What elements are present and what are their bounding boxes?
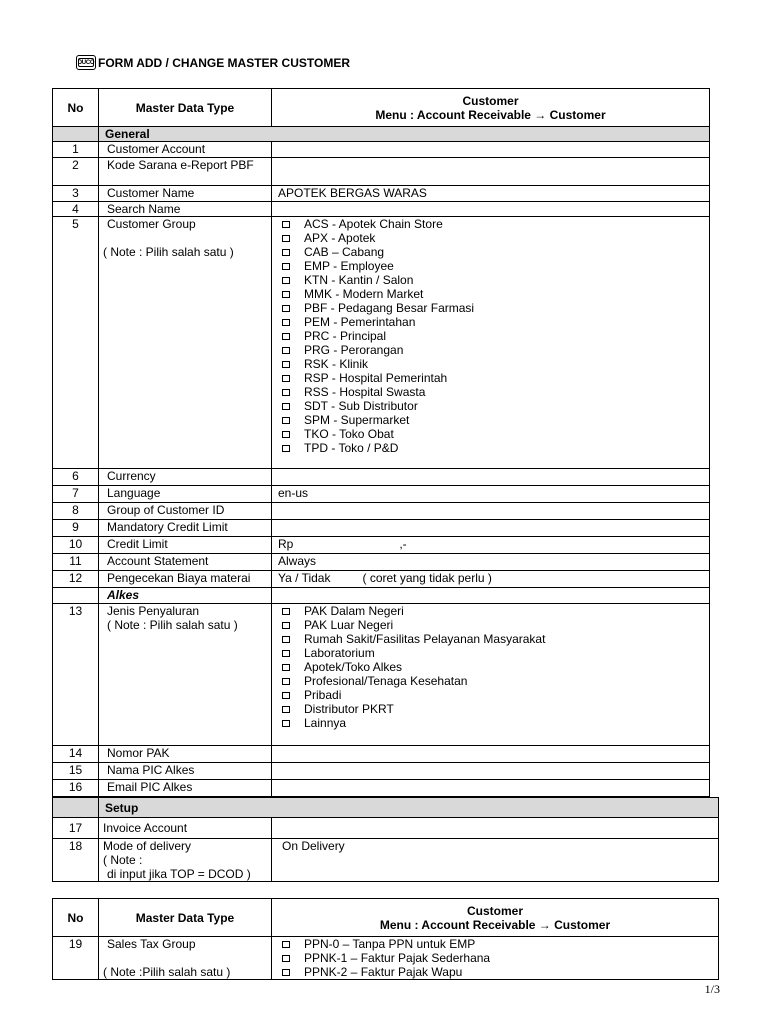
row-label: Account Statement xyxy=(99,554,272,571)
section-alkes xyxy=(53,588,710,604)
checkbox-label: Apotek/Toko Alkes xyxy=(304,660,403,674)
checkbox-icon[interactable] xyxy=(282,333,290,340)
checkbox-label: EMP - Employee xyxy=(304,259,394,273)
jenis-penyaluran-options xyxy=(272,604,710,746)
row-label: Email PIC Alkes xyxy=(99,780,272,797)
checkbox-label: PAK Luar Negeri xyxy=(304,618,394,632)
row-no: 17 xyxy=(53,818,99,839)
checkbox-option[interactable] xyxy=(274,716,707,730)
table-row xyxy=(53,537,710,554)
header-no: No xyxy=(53,89,99,127)
row-label: Jenis Penyaluran xyxy=(107,604,200,618)
checkbox-label: PPN-0 – Tanpa PPN untuk EMP xyxy=(304,937,476,951)
row-label-cell xyxy=(99,604,272,746)
checkbox-option[interactable] xyxy=(274,301,707,315)
row-label: Customer Group xyxy=(107,217,196,231)
checkbox-icon[interactable] xyxy=(282,445,290,452)
row-no: 6 xyxy=(53,469,99,486)
master-customer-table-2 xyxy=(52,898,719,980)
checkbox-label: KTN - Kantin / Salon xyxy=(304,273,414,287)
checkbox-option[interactable] xyxy=(274,385,707,399)
customer-group-options xyxy=(272,217,710,469)
row-label: Customer Account xyxy=(99,142,272,158)
header-customer xyxy=(272,89,710,127)
checkbox-icon[interactable] xyxy=(282,955,290,962)
checkbox-option[interactable] xyxy=(274,357,707,371)
checkbox-icon[interactable] xyxy=(282,622,290,629)
checkbox-option[interactable] xyxy=(274,273,707,287)
row-note: ( Note : xyxy=(103,853,143,867)
section-setup xyxy=(53,798,719,818)
section-general xyxy=(53,127,710,142)
checkbox-label: RSK - Klinik xyxy=(304,357,369,371)
checkbox-label: TPD - Toko / P&D xyxy=(304,441,399,455)
search-name-field[interactable] xyxy=(272,202,710,217)
checkbox-label: CAB – Cabang xyxy=(304,245,385,259)
checkbox-icon[interactable] xyxy=(282,347,290,354)
checkbox-icon[interactable] xyxy=(282,361,290,368)
checkbox-option[interactable] xyxy=(274,399,707,413)
checkbox-icon[interactable] xyxy=(282,417,290,424)
section-alkes-title: Alkes xyxy=(99,588,272,604)
checkbox-option[interactable] xyxy=(274,315,707,329)
table-row xyxy=(53,217,710,469)
checkbox-icon[interactable] xyxy=(282,431,290,438)
row-label: Kode Sarana e-Report PBF xyxy=(99,158,272,186)
page-number: 1/3 xyxy=(704,982,720,996)
account-statement-field[interactable]: Always xyxy=(272,554,710,571)
checkbox-option[interactable] xyxy=(274,231,707,245)
checkbox-label: Profesional/Tenaga Kesehatan xyxy=(304,674,468,688)
header-master-data-type: Master Data Type xyxy=(99,89,272,127)
checkbox-icon[interactable] xyxy=(282,664,290,671)
checkbox-option[interactable] xyxy=(274,287,707,301)
row-note: di input jika TOP = DCOD ) xyxy=(107,867,251,881)
checkbox-icon[interactable] xyxy=(282,389,290,396)
checkbox-option[interactable] xyxy=(274,217,707,231)
checkbox-label: Laboratorium xyxy=(304,646,375,660)
table-row xyxy=(53,571,710,588)
table-header xyxy=(53,899,719,937)
row-no: 12 xyxy=(53,571,99,588)
checkbox-icon[interactable] xyxy=(282,678,290,685)
table-row xyxy=(53,839,719,882)
row-no: 8 xyxy=(53,503,99,520)
row-no: 13 xyxy=(53,604,99,746)
checkbox-label: PAK Dalam Negeri xyxy=(304,604,404,618)
row-label: Search Name xyxy=(99,202,272,217)
nomor-pak-field[interactable] xyxy=(272,746,710,763)
table-row xyxy=(53,142,710,158)
row-no: 16 xyxy=(53,780,99,797)
checkbox-icon[interactable] xyxy=(282,319,290,326)
row-no: 11 xyxy=(53,554,99,571)
row-label: Mandatory Credit Limit xyxy=(99,520,272,537)
row-no: 19 xyxy=(53,937,99,980)
row-label-cell xyxy=(99,937,272,980)
checkbox-option[interactable] xyxy=(274,329,707,343)
nama-pic-alkes-field[interactable] xyxy=(272,763,710,780)
checkbox-icon[interactable] xyxy=(282,221,290,228)
checkbox-icon[interactable] xyxy=(282,263,290,270)
row-no: 5 xyxy=(53,217,99,469)
form-title-text: FORM ADD / CHANGE MASTER CUSTOMER xyxy=(98,55,350,70)
checkbox-icon[interactable] xyxy=(282,636,290,643)
checkbox-icon[interactable] xyxy=(282,608,290,615)
checkbox-label: PRG - Perorangan xyxy=(304,343,404,357)
row-label: Sales Tax Group xyxy=(107,937,196,951)
language-field[interactable]: en-us xyxy=(272,486,710,503)
header-no: No xyxy=(53,899,99,937)
checkbox-label: Lainnya xyxy=(304,716,347,730)
table-row xyxy=(53,158,710,186)
row-label: Credit Limit xyxy=(99,537,272,554)
checkbox-label: Pribadi xyxy=(304,688,342,702)
section-general-title: General xyxy=(99,127,710,142)
checkbox-label: PPNK-1 – Faktur Pajak Sederhana xyxy=(304,951,491,965)
checkbox-option[interactable] xyxy=(274,702,707,716)
row-label: Invoice Account xyxy=(99,818,272,839)
row-no: 1 xyxy=(53,142,99,158)
row-note: ( Note : Pilih salah satu ) xyxy=(103,245,234,259)
table-row xyxy=(53,503,710,520)
setup-table xyxy=(52,797,719,882)
checkbox-option[interactable] xyxy=(274,371,707,385)
checkbox-option[interactable] xyxy=(274,618,707,632)
sales-tax-group-options xyxy=(272,937,719,980)
row-no: 18 xyxy=(53,839,99,882)
invoice-account-field[interactable] xyxy=(272,818,719,839)
row-note: ( Note :Pilih salah satu ) xyxy=(103,965,231,979)
biaya-materai-note: ( coret yang tidak perlu ) xyxy=(362,571,492,585)
checkbox-icon[interactable] xyxy=(282,305,290,312)
row-label-cell xyxy=(99,217,272,469)
checkbox-label: PEM - Pemerintahan xyxy=(304,315,416,329)
header-customer-menu: Menu : Account Receivable → Customer xyxy=(379,917,611,932)
checkbox-option[interactable] xyxy=(274,674,707,688)
checkbox-icon[interactable] xyxy=(282,969,290,976)
row-no: 7 xyxy=(53,486,99,503)
checkbox-label: SDT - Sub Distributor xyxy=(304,399,418,413)
table-row xyxy=(53,520,710,537)
row-note: ( Note : Pilih salah satu ) xyxy=(107,618,238,632)
checkbox-option[interactable] xyxy=(274,604,707,618)
checkbox-icon[interactable] xyxy=(282,291,290,298)
credit-limit-field[interactable] xyxy=(272,537,710,554)
row-label-cell xyxy=(99,839,272,882)
checkbox-option[interactable] xyxy=(274,343,707,357)
checkbox-label: PBF - Pedagang Besar Farmasi xyxy=(304,301,475,315)
company-logo: DUCO xyxy=(76,55,96,70)
email-pic-alkes-field[interactable] xyxy=(272,780,710,797)
checkbox-label: SPM - Supermarket xyxy=(304,413,410,427)
checkbox-label: TKO - Toko Obat xyxy=(304,427,394,441)
checkbox-icon[interactable] xyxy=(282,235,290,242)
checkbox-option[interactable] xyxy=(274,646,707,660)
row-label: Currency xyxy=(99,469,272,486)
row-label: Mode of delivery xyxy=(103,839,192,853)
row-no: 15 xyxy=(53,763,99,780)
row-label: Customer Name xyxy=(99,186,272,202)
checkbox-option[interactable] xyxy=(274,245,707,259)
checkbox-label: APX - Apotek xyxy=(304,231,376,245)
row-no: 2 xyxy=(53,158,99,186)
row-label: Group of Customer ID xyxy=(99,503,272,520)
table-row xyxy=(53,604,710,746)
customer-name-field[interactable]: APOTEK BERGAS WARAS xyxy=(272,186,710,202)
checkbox-icon[interactable] xyxy=(282,720,290,727)
currency-prefix: Rp xyxy=(278,537,294,551)
biaya-materai-value: Ya / Tidak xyxy=(278,571,331,585)
row-no: 4 xyxy=(53,202,99,217)
checkbox-option[interactable] xyxy=(274,965,716,979)
checkbox-option[interactable] xyxy=(274,632,707,646)
checkbox-label: Rumah Sakit/Fasilitas Pelayanan Masyarakat xyxy=(304,632,546,646)
row-label: Nomor PAK xyxy=(99,746,272,763)
row-label: Pengecekan Biaya materai xyxy=(99,571,272,588)
row-no: 9 xyxy=(53,520,99,537)
checkbox-label: PPNK-2 – Faktur Pajak Wapu xyxy=(304,965,463,979)
checkbox-icon[interactable] xyxy=(282,706,290,713)
checkbox-label: MMK - Modern Market xyxy=(304,287,424,301)
checkbox-label: PRC - Principal xyxy=(304,329,387,343)
table-row xyxy=(53,486,710,503)
section-setup-title: Setup xyxy=(99,798,719,818)
mode-of-delivery-field[interactable]: On Delivery xyxy=(272,839,719,882)
currency-field[interactable] xyxy=(272,469,710,486)
master-customer-table xyxy=(52,88,710,797)
row-label: Language xyxy=(99,486,272,503)
checkbox-option[interactable] xyxy=(274,937,716,951)
table-header xyxy=(53,89,710,127)
header-customer-title: Customer xyxy=(462,93,519,108)
row-no: 14 xyxy=(53,746,99,763)
table-row xyxy=(53,469,710,486)
table-row xyxy=(53,937,719,980)
currency-suffix: ,- xyxy=(399,537,407,551)
checkbox-icon[interactable] xyxy=(282,277,290,284)
header-master-data-type: Master Data Type xyxy=(99,899,272,937)
mandatory-credit-limit-field[interactable] xyxy=(272,520,710,537)
group-of-customer-id-field[interactable] xyxy=(272,503,710,520)
header-customer-menu: Menu : Account Receivable → Customer xyxy=(375,107,606,122)
table-row xyxy=(53,763,710,780)
biaya-materai-field[interactable] xyxy=(272,571,710,588)
checkbox-option[interactable] xyxy=(274,441,707,455)
checkbox-label: ACS - Apotek Chain Store xyxy=(304,217,443,231)
checkbox-option[interactable] xyxy=(274,951,716,965)
checkbox-label: RSS - Hospital Swasta xyxy=(304,385,426,399)
table-row xyxy=(53,780,710,797)
checkbox-icon[interactable] xyxy=(282,692,290,699)
row-no: 10 xyxy=(53,537,99,554)
header-customer-title: Customer xyxy=(466,903,523,918)
checkbox-icon[interactable] xyxy=(282,375,290,382)
checkbox-option[interactable] xyxy=(274,259,707,273)
header-customer xyxy=(272,899,719,937)
checkbox-label: Distributor PKRT xyxy=(304,702,394,716)
table-row xyxy=(53,746,710,763)
checkbox-icon[interactable] xyxy=(282,403,290,410)
row-no: 3 xyxy=(53,186,99,202)
form-title xyxy=(76,55,350,70)
table-row xyxy=(53,818,719,839)
checkbox-option[interactable] xyxy=(274,413,707,427)
checkbox-icon[interactable] xyxy=(282,650,290,657)
kode-sarana-field[interactable] xyxy=(272,158,710,186)
checkbox-icon[interactable] xyxy=(282,249,290,256)
row-label: Nama PIC Alkes xyxy=(99,763,272,780)
customer-account-field[interactable] xyxy=(272,142,710,158)
checkbox-label: RSP - Hospital Pemerintah xyxy=(304,371,448,385)
table-row xyxy=(53,186,710,202)
checkbox-icon[interactable] xyxy=(282,941,290,948)
checkbox-option[interactable] xyxy=(274,427,707,441)
table-row xyxy=(53,554,710,571)
checkbox-option[interactable] xyxy=(274,660,707,674)
checkbox-option[interactable] xyxy=(274,688,707,702)
table-row xyxy=(53,202,710,217)
